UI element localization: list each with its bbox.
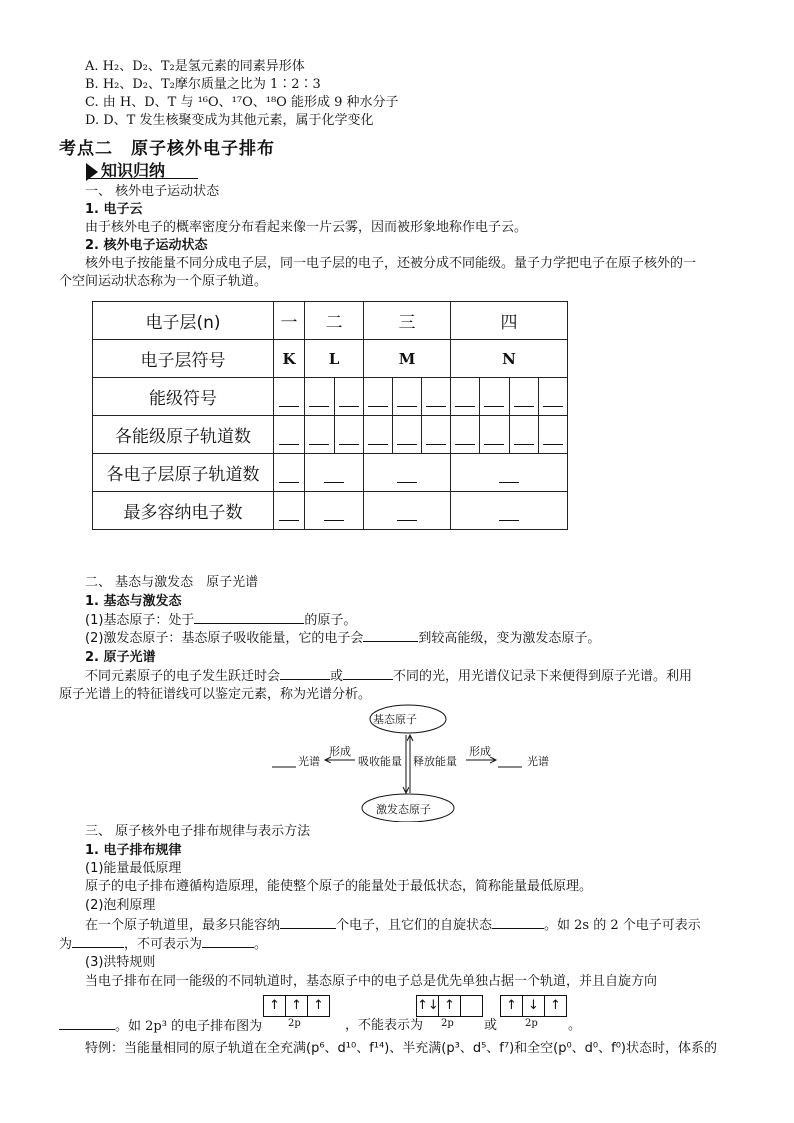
spectrum-right-label: 光谱 <box>527 755 549 768</box>
part3-title: 三、 原子核外电子排布规律与表示方法 <box>85 824 311 839</box>
table-cell <box>509 416 538 454</box>
table-cell: N <box>451 340 568 378</box>
table-cell <box>364 454 451 492</box>
table-cell: 能级符号 <box>93 378 274 416</box>
table-cell <box>538 416 567 454</box>
rule1-text: 原子的电子排布遵循构造原理，能使整个原子的能量处于最低状态，简称能量最低原理。 <box>85 879 593 894</box>
table-cell <box>364 416 393 454</box>
part3-sub1: 1. 电子排布规律 <box>85 843 182 858</box>
table-row <box>93 454 568 492</box>
part1-p2b: 个空间运动状态称为一个原子轨道。 <box>59 274 268 289</box>
form-right-label: 形成 <box>469 745 491 758</box>
part2-title: 二、 基态与激发态 原子光谱 <box>85 575 259 590</box>
table-cell: 三 <box>364 302 451 340</box>
spectrum-left-label: 光谱 <box>298 755 320 768</box>
orbital-cell: ↑ <box>313 998 324 1013</box>
part2-line2: (2)激发态原子：基态原子吸收能量，它的电子会 到较高能级，变为激发态原子。 <box>85 631 601 646</box>
part1-sub2: 2. 核外电子运动状态 <box>85 238 208 253</box>
orbital-box-wrong-1 <box>416 995 483 1017</box>
table-cell <box>451 492 568 530</box>
table-row <box>93 416 568 454</box>
excited-state-label: 激发态原子 <box>376 803 431 816</box>
table-cell <box>305 378 335 416</box>
form-left-label: 形成 <box>329 745 351 758</box>
absorb-label: 吸收能量 <box>358 755 402 768</box>
table-cell <box>334 378 364 416</box>
table-cell <box>480 416 509 454</box>
part2-line1: (1)基态原子：处于 的原子。 <box>85 613 357 628</box>
table-cell <box>480 378 509 416</box>
special-case: 特例：当能量相同的原子轨道在全充满(p⁶、d¹⁰、f¹⁴)、半充满(p³、d⁵、f⁷)和全空(p⁰、d⁰、f⁰)状态时，体系的 <box>85 1041 717 1056</box>
table-row <box>93 378 568 416</box>
table-cell <box>451 378 480 416</box>
rule2-title: (2)泡利原理 <box>85 898 156 913</box>
part2-p1: 不同元素原子的电子发生跃迁时会 或 不同的光，用光谱仪记录下来便得到原子光谱。利用 <box>85 669 693 684</box>
rule3-line1: 当电子排布在同一能级的不同轨道时，基态原子中的电子总是优先单独占据一个轨道，并且自旋方向 <box>85 974 658 989</box>
table-cell: 电子层(n) <box>93 302 274 340</box>
orbital-cell: ↑ <box>439 996 461 1016</box>
rule2-line1: 在一个原子轨道里，最多只能容纳 个电子，且它们的自旋状态 。如 2s 的 2 个电子可表示 <box>85 918 701 933</box>
table-cell <box>274 492 305 530</box>
table-cell <box>451 454 568 492</box>
ground-state-label: 基态原子 <box>373 713 417 726</box>
orbital-box-correct <box>263 995 330 1017</box>
table-cell: L <box>305 340 364 378</box>
part1-sub1: 1. 电子云 <box>85 202 143 217</box>
table-cell: 一 <box>274 302 305 340</box>
orbital-cell: ↑ <box>501 996 523 1016</box>
table-cell <box>305 416 335 454</box>
table-cell <box>334 416 364 454</box>
table-cell: 各电子层原子轨道数 <box>93 454 274 492</box>
rule3-or: 或 <box>484 1018 498 1033</box>
rule2-line2: 为 ，不可表示为 。 <box>59 937 268 952</box>
table-cell <box>274 378 305 416</box>
part1-title: 一、 核外电子运动状态 <box>85 184 220 199</box>
table-cell <box>364 492 451 530</box>
orbital-cell: ↑↓ <box>417 996 439 1016</box>
rule3-title: (3)洪特规则 <box>85 955 156 970</box>
table-row <box>93 340 568 378</box>
table-cell <box>393 378 422 416</box>
table-cell <box>274 416 305 454</box>
table-row <box>93 492 568 530</box>
part1-p2a: 核外电子按能量不同分成电子层，同一电子层的电子，还被分成不同能级。量子力学把电子在原子核外的一 <box>85 256 697 271</box>
orbital-label: 2p <box>441 1018 454 1029</box>
electron-shell-table <box>92 301 568 530</box>
part2-p2: 原子光谱上的特征谱线可以鉴定元素，称为光谱分析。 <box>59 687 372 702</box>
table-cell <box>422 378 451 416</box>
table-cell <box>305 492 364 530</box>
part2-sub2: 2. 原子光谱 <box>85 650 156 665</box>
option-b: B. H₂、D₂、T₂摩尔质量之比为 1∶2∶3 <box>85 77 321 92</box>
table-cell: K <box>274 340 305 378</box>
table-cell <box>274 454 305 492</box>
table-cell <box>422 416 451 454</box>
option-a: A. H₂、D₂、T₂是氢元素的同素异形体 <box>85 59 305 74</box>
rule3-cannot: ，不能表示为 <box>345 1018 424 1033</box>
release-label: 释放能量 <box>413 755 457 768</box>
table-cell <box>509 378 538 416</box>
rule3-end: 。 <box>568 1018 582 1033</box>
table-cell: 各能级原子轨道数 <box>93 416 274 454</box>
section-title: 考点二 原子核外电子排布 <box>59 139 275 159</box>
orbital-box-wrong-2 <box>500 995 567 1017</box>
orbital-cell: ↑ <box>286 996 308 1016</box>
orbital-label: 2p <box>525 1018 538 1029</box>
table-cell <box>305 454 364 492</box>
rule3-line2: 。如 2p³ 的电子排布图为 <box>59 1017 262 1035</box>
rule1-title: (1)能量最低原理 <box>85 861 182 876</box>
table-row <box>93 302 568 340</box>
part1-p1: 由于核外电子的概率密度分布看起来像一片云雾，因而被形象地称作电子云。 <box>85 220 528 235</box>
option-c: C. 由 H、D、T 与 ¹⁶O、¹⁷O、¹⁸O 能形成 9 种水分子 <box>85 95 399 110</box>
table-cell <box>538 378 567 416</box>
orbital-cell: ↓ <box>523 996 545 1016</box>
orbital-cell: ↑ <box>550 998 561 1013</box>
table-cell <box>451 416 480 454</box>
table-cell <box>364 378 393 416</box>
orbital-label: 2p <box>288 1018 301 1029</box>
table-cell: 二 <box>305 302 364 340</box>
badge-underline <box>86 178 198 179</box>
table-cell: 电子层符号 <box>93 340 274 378</box>
table-cell: 四 <box>451 302 568 340</box>
option-d: D. D、T 发生核聚变成为其他元素，属于化学变化 <box>85 113 374 128</box>
table-cell: M <box>364 340 451 378</box>
part2-sub1: 1. 基态与激发态 <box>85 594 182 609</box>
badge-label: 知识归纳 <box>101 161 166 180</box>
orbital-cell <box>461 996 482 1016</box>
orbital-cell: ↑ <box>264 996 286 1016</box>
table-cell: 最多容纳电子数 <box>93 492 274 530</box>
table-cell <box>393 416 422 454</box>
